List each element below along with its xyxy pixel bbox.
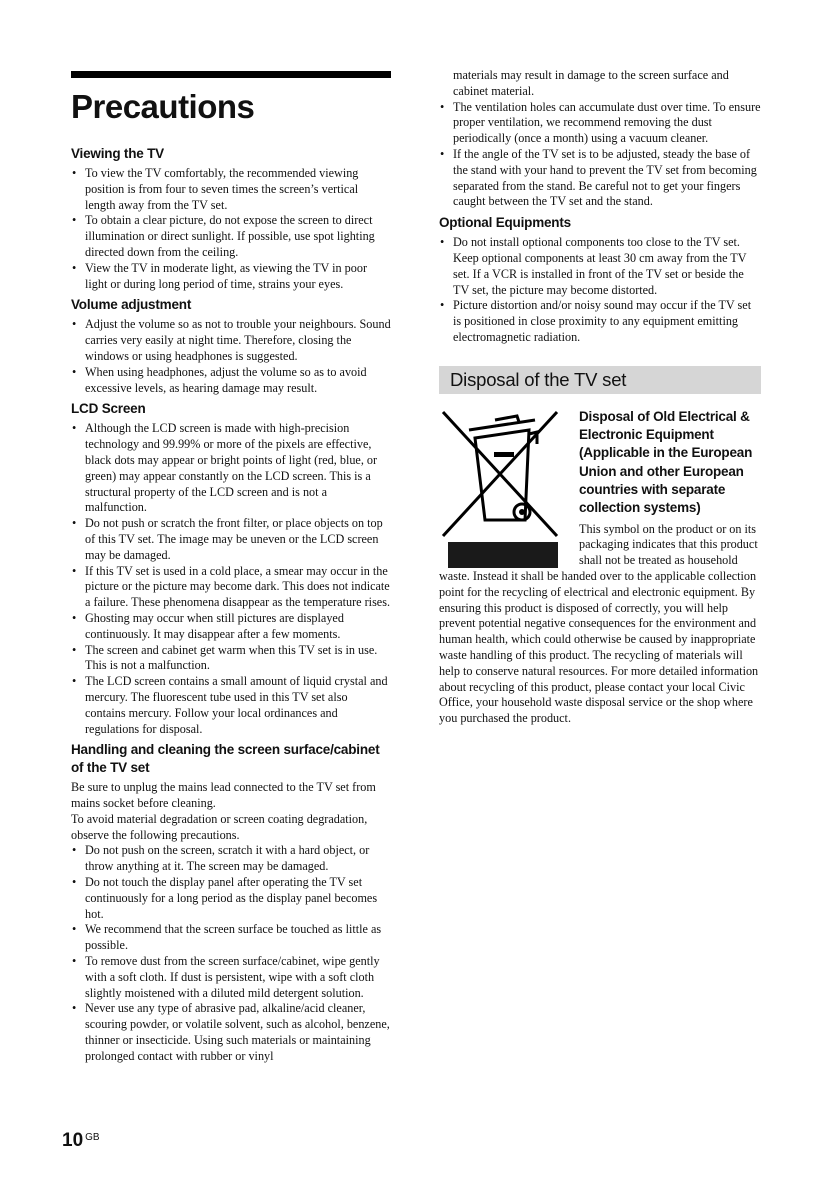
volume-heading: Volume adjustment [71, 297, 192, 313]
lcd-list [71, 421, 391, 737]
list-item: • We recommend that the screen surface be touched as little as possible. [71, 922, 391, 954]
optional-list [439, 235, 761, 346]
handling-continuation: materials may result in damage to the screen surface and cabinet material. [453, 68, 729, 98]
page-number-value: 10 [62, 1130, 84, 1151]
list-item: • Do not touch the display panel after operating the TV set continuously for a long period as the display panel becomes hot. [71, 875, 391, 922]
disposal-section-band [439, 366, 761, 394]
weee-body: This symbol on the product or on its packaging indicates that this product shall not be treated as household waste. Instead it shall be handed over to the applicable collection point for the recycling of electrical and electronic equipment. By ensuring this product is disposed of correctly, you will help prevent potential negative consequences for the environment and human health, which could otherwise be caused by inappropriate waste handling of this product. The recycling of materials will help to conserve natural resources. For more detailed information about recycling of this product, please contact your local Civic Office, your household waste disposal service or the shop where you purchased the product. [439, 521, 759, 726]
list-item: • Do not push on the screen, scratch it with a hard object, or throw anything at it. The screen may be damaged. [71, 843, 391, 875]
handling-heading: Handling and cleaning the screen surface/cabinet of the TV set [71, 742, 380, 776]
handling-para-1: Be sure to unplug the mains lead connected to the TV set from mains socket before cleaning. [71, 780, 376, 811]
list-item: • The screen and cabinet get warm when this TV set is in use. This is not a malfunction. [71, 643, 391, 675]
right-column [439, 68, 761, 727]
handling-list-continued [439, 100, 761, 211]
list-item: • When using headphones, adjust the volume so as to avoid excessive levels, as hearing damage may result. [71, 365, 391, 397]
crossed-out-wheelie-bin-icon [439, 408, 569, 568]
page-number-suffix: GB [85, 1132, 100, 1143]
page-number [62, 1130, 100, 1152]
lcd-heading: LCD Screen [71, 401, 146, 417]
list-item: • View the TV in moderate light, as viewing the TV in poor light or during long period of time, strains your eyes. [71, 261, 391, 293]
list-item: • The ventilation holes can accumulate dust over time. To ensure proper ventilation, we recommend removing the dust periodically (once a month) using a vacuum cleaner. [439, 100, 761, 147]
list-item: • Do not install optional components too close to the TV set. Keep optional components at least 30 cm away from the TV set. If a VCR is installed in front of the TV set or beside the TV set, the picture may become distorted. [439, 235, 761, 298]
list-item: • Although the LCD screen is made with high-precision technology and 99.99% or more of the pixels are effective, black dots may appear or bright points of light (red, blue, or green) may appear constantly on the LCD screen. This is a structural property of the LCD screen and is not a malfunction. [71, 421, 391, 516]
list-item: • Ghosting may occur when still pictures are displayed continuously. It may disappear after a few moments. [71, 611, 391, 643]
wheelie-bin-svg [439, 408, 569, 568]
list-item: • If this TV set is used in a cold place, a smear may occur in the picture or the picture may become dark. This does not indicate a failure. These phenomena disappear as the temperature rises. [71, 564, 391, 611]
list-item: • The LCD screen contains a small amount of liquid crystal and mercury. The fluorescent tube used in this TV set also contains mercury. Follow your local ordinances and regulations for disposal. [71, 674, 391, 737]
volume-list [71, 317, 391, 396]
list-item: • Picture distortion and/or noisy sound may occur if the TV set is positioned in close proximity to any equipment emitting electromagnetic radiation. [439, 298, 761, 345]
viewing-heading: Viewing the TV [71, 146, 164, 161]
left-column [71, 71, 391, 1065]
list-item: • If the angle of the TV set is to be adjusted, steady the base of the stand with your hand to prevent the TV set from becoming separated from the stand. Be careful not to get your fingers caught between the TV set and the stand. [439, 147, 761, 210]
optional-heading: Optional Equipments [439, 215, 571, 231]
list-item: • Do not push or scratch the front filter, or place objects on top of this TV set. The image may be uneven or the LCD screen may be damaged. [71, 516, 391, 563]
list-item: • Never use any type of abrasive pad, alkaline/acid cleaner, scouring powder, or volatile solvent, such as alcohol, benzene, thinner or insecticide. Using such materials or maintaining prolonged contact with rubber or vinyl [71, 1001, 391, 1064]
list-item: • Adjust the volume so as not to trouble your neighbours. Sound carries very easily at night time. Therefore, closing the windows or using headphones is suggested. [71, 317, 391, 364]
title-rule [71, 71, 391, 78]
handling-list [71, 843, 391, 1064]
list-item: • To view the TV comfortably, the recommended viewing position is from four to seven times the screen’s vertical length away from the TV set. [71, 166, 391, 213]
handling-para-2: To avoid material degradation or screen coating degradation, observe the following precautions. [71, 811, 368, 842]
weee-heading: Disposal of Old Electrical & Electronic Equipment (Applicable in the European Union and other European countries with separate collection systems) [579, 408, 753, 516]
page-title: Precautions [71, 88, 255, 125]
list-item: • To obtain a clear picture, do not expose the screen to direct illumination or direct sunlight. If possible, use spot lighting directed down from the ceiling. [71, 213, 391, 260]
disposal-section-title: Disposal of the TV set [450, 368, 627, 390]
viewing-list [71, 166, 391, 292]
list-item: • To remove dust from the screen surface/cabinet, wipe gently with a soft cloth. If dust is persistent, wipe with a soft cloth slightly moistened with a diluted mild detergent solution. [71, 954, 391, 1001]
